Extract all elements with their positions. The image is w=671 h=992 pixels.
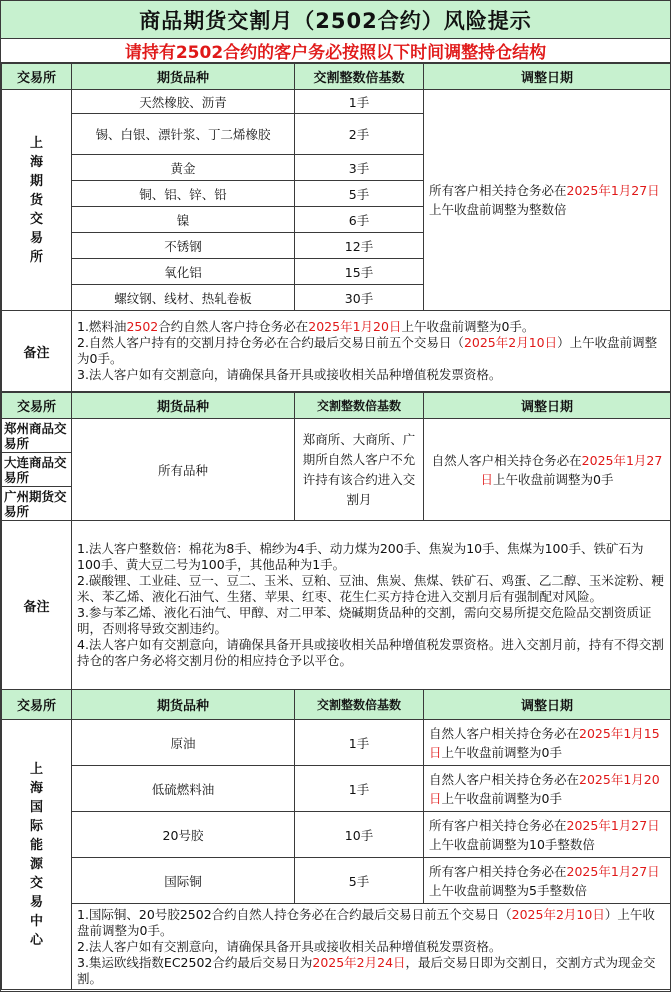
dce-czce-table [1,392,671,690]
exchange-zhengzhou: 郑州商品交易所 [2,419,72,453]
header-variety: 期货品种 [72,64,295,90]
multiple-cell: 15手 [295,259,424,285]
variety-cell: 氧化铝 [72,259,295,285]
variety-cell: 镍 [72,207,295,233]
shfe-date-cell: 所有客户相关持仓务必在2025年1月27日上午收盘前调整为整数倍 [424,90,671,311]
ine-table [1,689,671,990]
header-exchange: 交易所 [2,690,72,720]
header-date: 调整日期 [424,393,671,419]
multiple-cell: 5手 [295,181,424,207]
ine-exchange-name: 上 海 国 际 能 源 交 易 中 心 [2,720,72,990]
date-cell: 所有客户相关持仓务必在2025年1月27日上午收盘前调整为5手整数倍 [424,858,671,904]
variety-cell: 锡、白银、漂针浆、丁二烯橡胶 [72,114,295,155]
shfe-notes: 1.燃料油2502合约自然人客户持仓务必在2025年1月20日上午收盘前调整为0手。 2.自然人客户持有的交割月持仓务必在合约最后交易日前五个交易日（2025年2月10日）上午收盘前调整为0手。 3.法人客户如有交割意向，请确保具备开具或接收相关品种增值税发票资格。 [72,311,671,392]
variety-cell: 低硫燃料油 [72,766,295,812]
czce-notes: 1.法人客户整数倍：棉花为8手、棉纱为4手、动力煤为200手、焦炭为10手、焦煤为100手、铁矿石为100手、黄大豆二号为100手，其他品种为1手。 2.碳酸锂、工业硅、豆一、豆二、玉米、豆粕、豆油、焦炭、焦煤、铁矿石、鸡蛋、乙二醇、玉米淀粉、粳米、苯乙烯、液化石油气、生猪、苹果、红枣、花生仁买方持仓进入交割月后有强制配对风险。 3.参与苯乙烯、液化石油气、甲醇、对二甲苯、烧碱期货品种的交割，需向交易所提交危险品交割资质证明，否则将导致交割违约。 4.法人客户如有交割意向，请确保具备开具或接收相关品种增值税发票资格。进入交割月前，持有不得交割持仓的客户务必将交割月份的相应持仓予以平仓。 [72,521,671,690]
exchange-guangzhou: 广州期货交易所 [2,487,72,521]
multiple-cell: 1手 [295,720,424,766]
multiple-cell: 30手 [295,285,424,311]
shfe-notes-row [2,311,671,392]
shfe-exchange-name: 上 海 期 货 交 易 所 [2,90,72,311]
header-variety: 期货品种 [72,690,295,720]
czce-date-cell: 自然人客户相关持仓务必在2025年1月27日上午收盘前调整为0手 [424,419,671,521]
multiple-cell: 10手 [295,812,424,858]
header-multiple: 交割整数倍基数 [295,690,424,720]
variety-cell: 原油 [72,720,295,766]
multiple-cell: 1手 [295,90,424,114]
header-exchange: 交易所 [2,393,72,419]
variety-cell: 20号胶 [72,812,295,858]
ine-notes-row [2,904,671,990]
variety-cell: 黄金 [72,155,295,181]
czce-header-row [2,393,671,419]
header-exchange: 交易所 [2,64,72,90]
ine-notes: 1.国际铜、20号胶2502合约自然人持仓务必在合约最后交易日前五个交易日（2025年2月10日）上午收盘前调整为0手。 2.法人客户如有交割意向，请确保具备开具或接收相关品种增值税发票资格。 3.集运欧线指数EC2502合约最后交易日为2025年2月24日，最后交易日即为交割日，交割方式为现金交割。 [72,904,671,990]
note-label: 备注 [2,521,72,690]
table-row [2,812,671,858]
header-date: 调整日期 [424,64,671,90]
header-multiple: 交割整数倍基数 [295,64,424,90]
multiple-cell: 12手 [295,233,424,259]
page-title: 商品期货交割月（2502合约）风险提示 [1,1,670,39]
variety-cell: 铜、铝、锌、铅 [72,181,295,207]
ine-header-row [2,690,671,720]
table-row [2,858,671,904]
date-cell: 自然人客户相关持仓务必在2025年1月15日上午收盘前调整为0手 [424,720,671,766]
header-date: 调整日期 [424,690,671,720]
multiple-cell: 2手 [295,114,424,155]
date-cell: 所有客户相关持仓务必在2025年1月27日上午收盘前调整为10手整数倍 [424,812,671,858]
exchange-dalian: 大连商品交易所 [2,453,72,487]
multiple-cell: 1手 [295,766,424,812]
table-row [2,766,671,812]
variety-cell: 国际铜 [72,858,295,904]
variety-cell: 所有品种 [72,419,295,521]
table-row [2,90,671,114]
date-cell: 自然人客户相关持仓务必在2025年1月20日上午收盘前调整为0手 [424,766,671,812]
variety-cell: 不锈钢 [72,233,295,259]
variety-cell: 螺纹钢、线材、热轧卷板 [72,285,295,311]
shfe-header-row [2,64,671,90]
multiple-cell: 郑商所、大商所、广期所自然人客户不允许持有该合约进入交割月 [295,419,424,521]
variety-cell: 天然橡胶、沥青 [72,90,295,114]
multiple-cell: 3手 [295,155,424,181]
table-row [2,419,671,453]
multiple-cell: 5手 [295,858,424,904]
czce-notes-row [2,521,671,690]
multiple-cell: 6手 [295,207,424,233]
header-variety: 期货品种 [72,393,295,419]
note-label: 备注 [2,311,72,392]
page-subtitle: 请持有2502合约的客户务必按照以下时间调整持仓结构 [1,39,670,63]
shfe-table [1,63,671,392]
table-row [2,720,671,766]
header-multiple: 交割整数倍基数 [295,393,424,419]
